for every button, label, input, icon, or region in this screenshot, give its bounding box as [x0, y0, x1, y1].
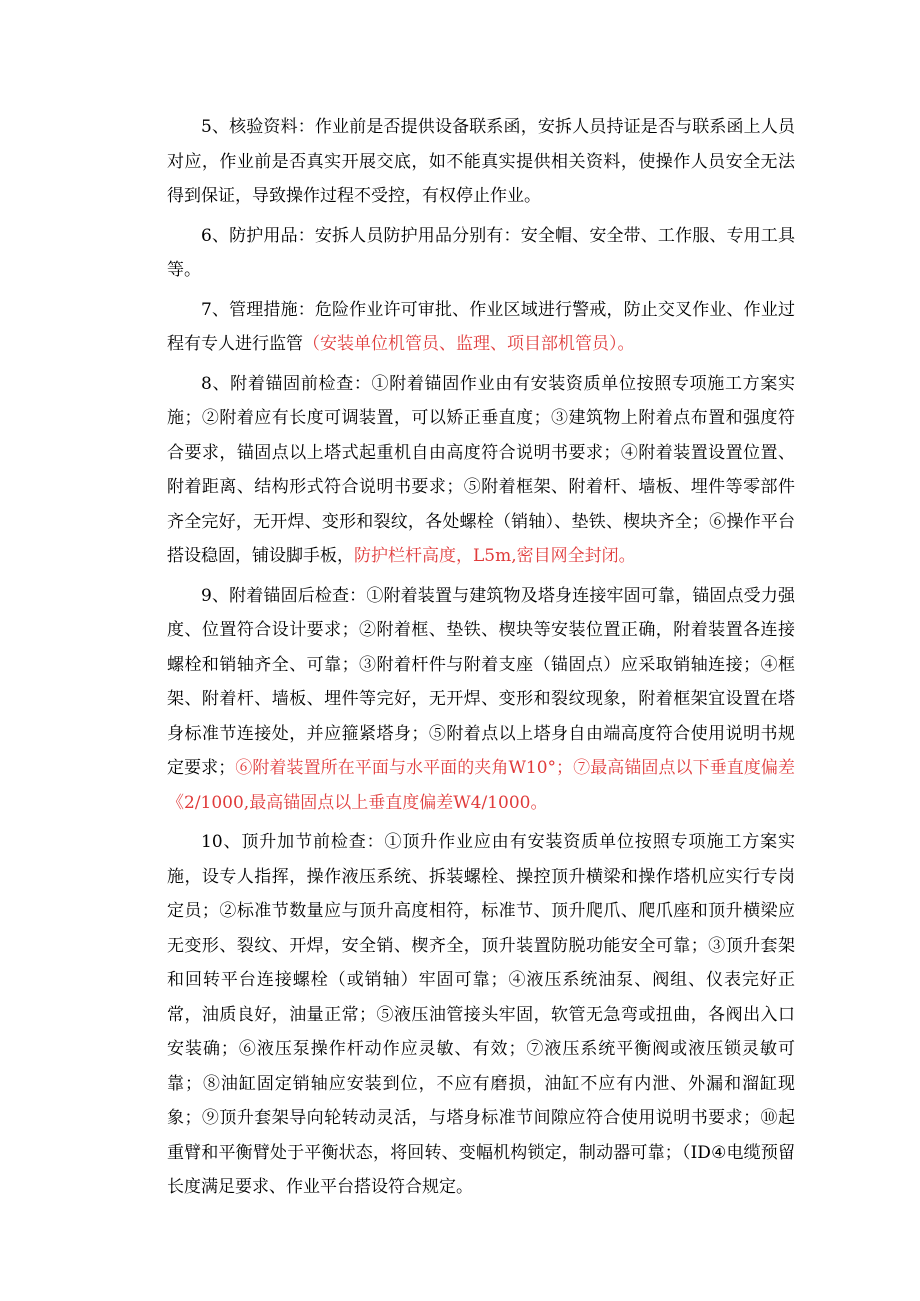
- paragraph-5-document-check: [167, 110, 795, 214]
- paragraph-text: 10、顶升加节前检查：①顶升作业应由有安装资质单位按照专项施工方案实施，设专人指挥，操作液压系统、拆装螺栓、操控顶升横梁和操作塔机应实行专岗定员；②标准节数量应与顶升高度相符，标准节、顶升爬爪、爬爪座和顶升横梁应无变形、裂纹、开焊，安全销、楔齐全，顶升装置防脱功能安全可靠；③顶升套架和回转平台连接螺栓（或销轴）牢固可靠；④液压系统油泵、阀组、仪表完好正常，油质良好，油量正常；⑤液压油管接头牢固，软管无急弯或扭曲，各阀出入口安装确；⑥液压泵操作杆动作应灵敏、有效；⑦液压系统平衡阀或液压锁灵敏可靠；⑧油缸固定销轴应安装到位，不应有磨损，油缸不应有内泄、外漏和溜缸现象；⑨顶升套架导向轮转动灵活，与塔身标准节间隙应符合使用说明书要求；⑩起重臂和平衡臂处于平衡状态，将回转、变幅机构锁定，制动器可靠；（ID④电缆预留长度满足要求、作业平台搭设符合规定。: [167, 832, 795, 1197]
- paragraph-9-post-anchoring-check: [167, 579, 795, 821]
- paragraph-text: 5、核验资料：作业前是否提供设备联系函，安拆人员持证是否与联系函上人员对应，作业前是否真实开展交底，如不能真实提供相关资料，使操作人员安全无法得到保证，导致操作过程不受控，有权停止作业。: [167, 117, 795, 206]
- paragraph-10-jacking-check: [167, 825, 795, 1205]
- paragraph-7-management-measures: [167, 293, 795, 362]
- highlighted-text: ⑥附着装置所在平面与水平面的夹角W10°；⑦最高锚固点以下垂直度偏差《2/1000,最高锚固点以上垂直度偏差W4/1000。: [167, 758, 795, 813]
- paragraph-6-protective-equipment: [167, 219, 795, 288]
- paragraph-text: 9、附着锚固后检查：①附着装置与建筑物及塔身连接牢固可靠，锚固点受力强度、位置符合设计要求；②附着框、垫铁、楔块等安装位置正确，附着装置各连接螺栓和销轴齐全、可靠；③附着杆件与附着支座（锚固点）应采取销轴连接；④框架、附着杆、墙板、埋件等完好，无开焊、变形和裂纹现象，附着框架宜设置在塔身标准节连接处，并应箍紧塔身；⑤附着点以上塔身自由端高度符合使用说明书规定要求；: [167, 585, 795, 778]
- paragraph-8-pre-anchoring-check: [167, 367, 795, 574]
- highlighted-text: （安装单位机管员、监理、项目部机管员）。: [303, 334, 635, 354]
- paragraph-text: 7、管理措施：危险作业许可审批、作业区域进行警戒，防止交叉作业、作业过程有专人进行监管: [167, 299, 795, 354]
- highlighted-text: 防护栏杆高度，L5m,密目网全封闭。: [354, 546, 636, 566]
- paragraph-text: 8、附着锚固前检查：①附着锚固作业由有安装资质单位按照专项施工方案实施；②附着应有长度可调装置，可以矫正垂直度；③建筑物上附着点布置和强度符合要求，锚固点以上塔式起重机自由高度符合说明书要求；④附着装置设置位置、附着距离、结构形式符合说明书要求；⑤附着框架、附着杆、墙板、埋件等零部件齐全完好，无开焊、变形和裂纹，各处螺栓（销轴）、垫铁、楔块齐全；⑥操作平台搭设稳固，铺设脚手板，: [167, 373, 795, 566]
- paragraph-text: 6、防护用品：安拆人员防护用品分别有：安全帽、安全带、工作服、专用工具等。: [167, 225, 795, 280]
